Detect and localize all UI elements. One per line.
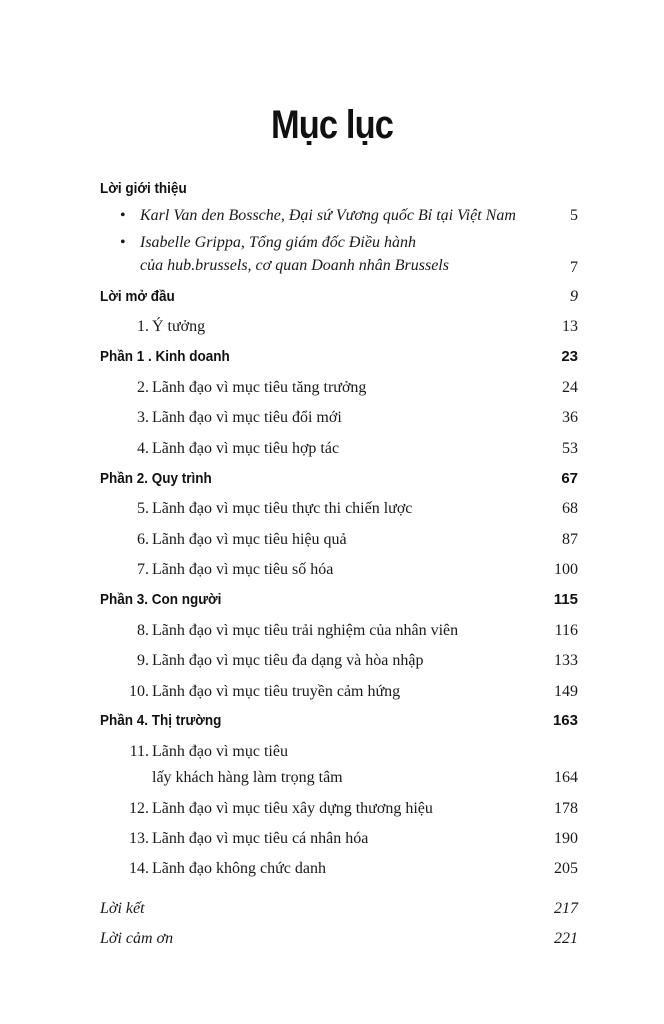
bullet-icon: • <box>120 234 126 251</box>
toc-page-number: 23 <box>561 348 578 365</box>
toc-section-label: Lời giới thiệu <box>100 180 187 197</box>
toc-entry-2[interactable] <box>100 379 578 403</box>
toc-entry-text: Lãnh đạo vì mục tiêu đổi mới <box>152 409 342 426</box>
toc-entry-text: Lãnh đạo vì mục tiêu số hóa <box>152 561 334 578</box>
toc-section-label: Lời kết <box>100 900 145 917</box>
toc-page-number: 9 <box>570 288 578 305</box>
toc-entry-14[interactable] <box>100 860 578 884</box>
toc-page-number: 5 <box>570 207 578 224</box>
toc-section-acknowledgements[interactable] <box>100 930 578 954</box>
toc-section-label: Lời cảm ơn <box>100 930 174 947</box>
toc-entry-text: Lãnh đạo không chức danh <box>152 860 326 877</box>
toc-section-preface[interactable] <box>100 288 578 312</box>
toc-entry-number: 14. <box>129 860 149 877</box>
toc-entry-text: Lãnh đạo vì mục tiêu hợp tác <box>152 440 340 457</box>
toc-entry-4[interactable] <box>100 440 578 464</box>
toc-entry-text: Lãnh đạo vì mục tiêu trải nghiệm của nhân viên <box>152 622 459 639</box>
toc-entry-foreword-2-cont[interactable] <box>100 257 578 281</box>
toc-part-4[interactable] <box>100 712 578 736</box>
toc-entry-number: 1. <box>137 318 149 335</box>
toc-entry-number: 10. <box>129 683 149 700</box>
toc-entry-text: Ý tưởng <box>152 318 206 335</box>
toc-part-label: Phần 2. Quy trình <box>100 470 212 487</box>
toc-entry-number: 4. <box>137 440 149 457</box>
toc-part-label: Phần 1 . Kinh doanh <box>100 348 230 365</box>
bullet-icon: • <box>120 207 126 224</box>
toc-entry-text: Karl Van den Bossche, Đại sứ Vương quốc Bỉ tại Việt Nam <box>140 207 516 224</box>
toc-part-1[interactable] <box>100 348 578 372</box>
toc-entry-text: lấy khách hàng làm trọng tâm <box>152 769 343 786</box>
toc-section-intro[interactable] <box>100 180 578 204</box>
toc-entry-11[interactable] <box>100 743 578 767</box>
toc-page-number: 178 <box>554 800 578 817</box>
toc-entry-text: Lãnh đạo vì mục tiêu tăng trưởng <box>152 379 367 396</box>
toc-entry-text: Lãnh đạo vì mục tiêu truyền cảm hứng <box>152 683 401 700</box>
toc-page-number: 7 <box>570 259 578 276</box>
toc-page-number: 133 <box>554 652 578 669</box>
toc-page-number: 205 <box>554 860 578 877</box>
toc-entry-number: 8. <box>137 622 149 639</box>
toc-page-number: 116 <box>554 622 578 639</box>
toc-entry-6[interactable] <box>100 531 578 555</box>
toc-page-number: 53 <box>562 440 578 457</box>
toc-entry-10[interactable] <box>100 683 578 707</box>
toc-page-number: 68 <box>562 500 578 517</box>
page-title: Mục lục <box>270 103 394 147</box>
toc-page-number: 115 <box>553 591 578 608</box>
toc-page-number: 217 <box>554 900 578 917</box>
toc-entry-text: Isabelle Grippa, Tổng giám đốc Điều hành <box>140 234 416 251</box>
toc-entry-text: Lãnh đạo vì mục tiêu <box>152 743 288 760</box>
toc-part-label: Phần 4. Thị trường <box>100 712 222 729</box>
toc-entry-text: Lãnh đạo vì mục tiêu hiệu quả <box>152 531 347 548</box>
toc-page-number: 149 <box>554 683 578 700</box>
toc-page-number: 87 <box>562 531 578 548</box>
toc-entry-text: Lãnh đạo vì mục tiêu thực thi chiến lược <box>152 500 413 517</box>
toc-entry-text: Lãnh đạo vì mục tiêu xây dựng thương hiệu <box>152 800 433 817</box>
toc-entry-number: 2. <box>137 379 149 396</box>
toc-part-3[interactable] <box>100 591 578 615</box>
toc-page-number: 221 <box>554 930 578 947</box>
toc-section-conclusion[interactable] <box>100 900 578 924</box>
toc-page-number: 163 <box>552 712 578 729</box>
toc-entry-foreword-2[interactable] <box>100 234 578 258</box>
toc-entry-text: Lãnh đạo vì mục tiêu đa dạng và hòa nhập <box>152 652 424 669</box>
toc-page-number: 13 <box>562 318 578 335</box>
toc-page-number: 100 <box>554 561 578 578</box>
toc-entry-number: 7. <box>137 561 149 578</box>
toc-part-label: Phần 3. Con người <box>100 591 222 608</box>
toc-entry-number: 11. <box>129 743 149 760</box>
toc-entry-1[interactable] <box>100 318 578 342</box>
toc-page-number: 67 <box>561 470 578 487</box>
toc-entry-foreword-1[interactable] <box>100 207 578 231</box>
toc-entry-number: 5. <box>137 500 149 517</box>
toc-page-number: 164 <box>554 769 578 786</box>
toc-entry-number: 12. <box>129 800 149 817</box>
toc-entry-5[interactable] <box>100 500 578 524</box>
toc-entry-3[interactable] <box>100 409 578 433</box>
toc-entry-12[interactable] <box>100 800 578 824</box>
toc-entry-number: 3. <box>137 409 149 426</box>
toc-entry-number: 6. <box>137 531 149 548</box>
toc-entry-13[interactable] <box>100 830 578 854</box>
toc-entry-number: 13. <box>129 830 149 847</box>
toc-entry-number: 9. <box>137 652 149 669</box>
toc-entry-7[interactable] <box>100 561 578 585</box>
toc-page-number: 36 <box>562 409 578 426</box>
toc-entry-11-cont[interactable] <box>100 769 578 793</box>
toc-entry-8[interactable] <box>100 622 578 646</box>
toc-entry-text: Lãnh đạo vì mục tiêu cá nhân hóa <box>152 830 369 847</box>
toc-section-label: Lời mở đầu <box>100 288 175 305</box>
toc-entry-9[interactable] <box>100 652 578 676</box>
toc-part-2[interactable] <box>100 470 578 494</box>
toc-page-number: 24 <box>562 379 578 396</box>
toc-page-number: 190 <box>554 830 578 847</box>
toc-entry-text: của hub.brussels, cơ quan Doanh nhân Brussels <box>140 257 449 274</box>
